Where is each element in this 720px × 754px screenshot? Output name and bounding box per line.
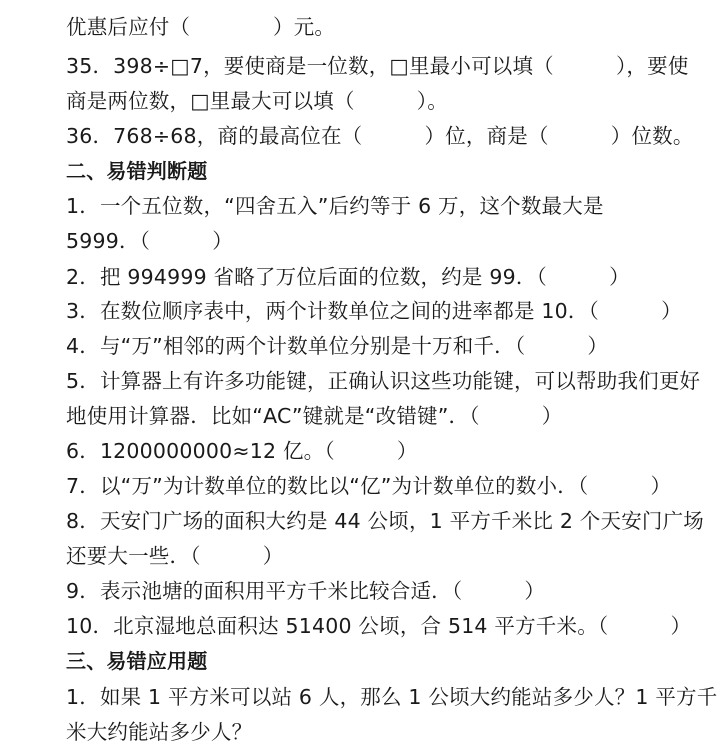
judgment-1-line-1: 1．一个五位数，“四舍五入”后约等于 6 万，这个数最大是 — [66, 194, 604, 218]
section-title-application: 三、易错应用题 — [66, 649, 208, 673]
judgment-8-line-2: 还要大一些．（ ） — [66, 544, 284, 568]
question-36: 36．768÷68，商的最高位在（ ）位，商是（ ）位数。 — [66, 124, 694, 148]
question-35-line-1: 35．398÷□7，要使商是一位数，□里最小可以填（ ），要使 — [66, 54, 689, 78]
judgment-5-line-1: 5．计算器上有许多功能键，正确认识这些功能键，可以帮助我们更好 — [66, 369, 701, 393]
application-1-line-1: 1．如果 1 平方米可以站 6 人，那么 1 公顷大约能站多少人？1 平方千 — [66, 685, 718, 709]
judgment-2: 2．把 994999 省略了万位后面的位数，约是 99．（ ） — [66, 265, 630, 289]
judgment-9: 9．表示池塘的面积用平方千米比较合适．（ ） — [66, 579, 546, 603]
question-34-continuation: 优惠后应付（ ）元。 — [66, 15, 336, 39]
judgment-10: 10．北京湿地总面积达 51400 公顷，合 514 平方千米。（ ） — [66, 614, 692, 638]
application-1-line-2: 米大约能站多少人？ — [66, 720, 253, 744]
judgment-8-line-1: 8．天安门广场的面积大约是 44 公顷，1 平方千米比 2 个天安门广场 — [66, 509, 704, 533]
question-35-line-2: 商是两位数，□里最大可以填（ ）。 — [66, 89, 448, 113]
judgment-4: 4．与“万”相邻的两个计数单位分别是十万和千．（ ） — [66, 334, 609, 358]
judgment-5-line-2: 地使用计算器．比如“AC”键就是“改错键”．（ ） — [66, 404, 563, 428]
judgment-6: 6．1200000000≈12 亿。（ ） — [66, 439, 418, 463]
judgment-7: 7．以“万”为计数单位的数比以“亿”为计数单位的数小．（ ） — [66, 474, 672, 498]
judgment-3: 3．在数位顺序表中，两个计数单位之间的进率都是 10．（ ） — [66, 299, 682, 323]
section-title-judgment: 二、易错判断题 — [66, 159, 208, 183]
judgment-1-line-2: 5999．（ ） — [66, 229, 233, 253]
